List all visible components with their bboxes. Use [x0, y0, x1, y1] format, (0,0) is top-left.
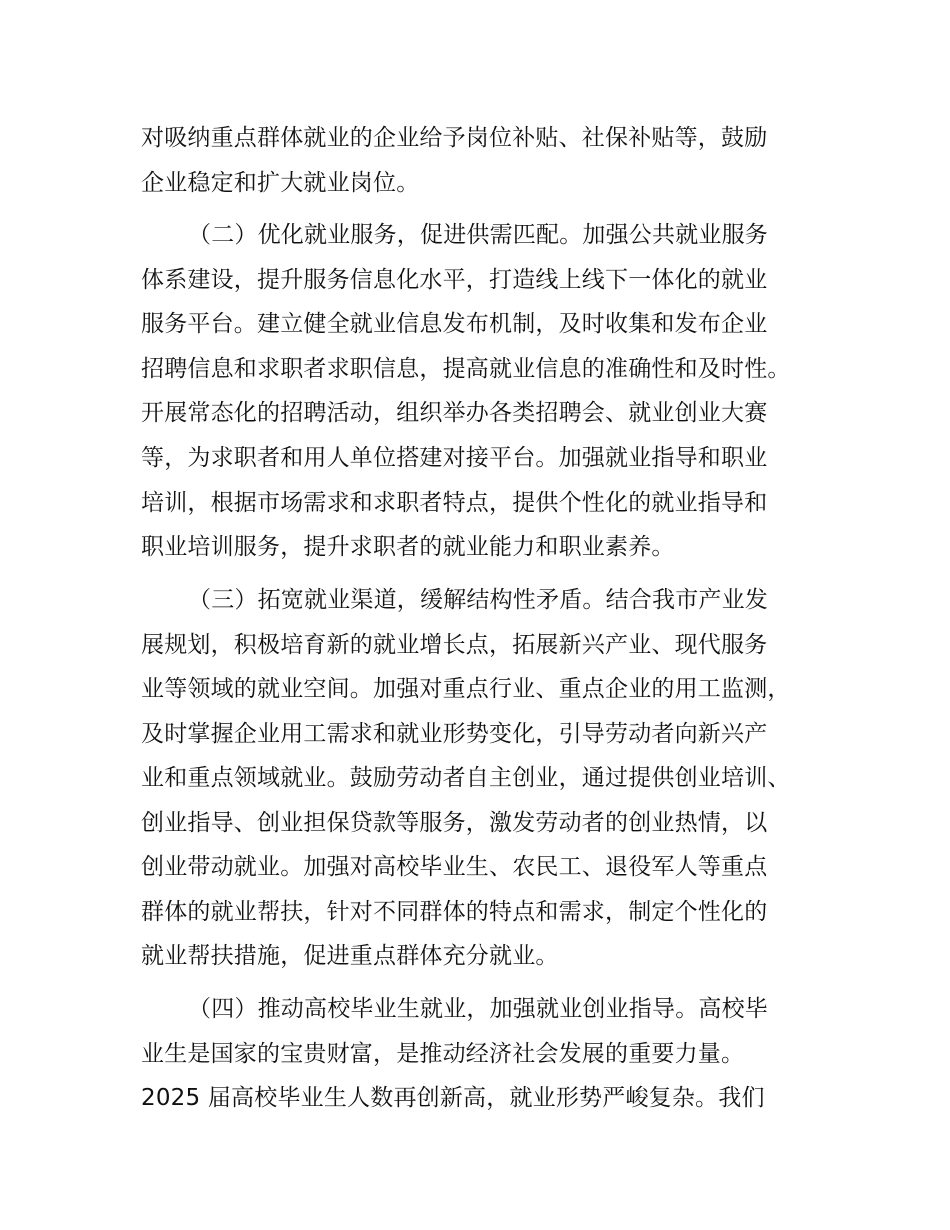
text-line: 开展常态化的招聘活动，组织举办各类招聘会、就业创业大赛	[141, 400, 768, 426]
text-line: 职业培训服务，提升求职者的就业能力和职业素养。	[141, 534, 675, 560]
text-line: 体系建设，提升服务信息化水平，打造线上线下一体化的就业	[141, 267, 768, 293]
text-line: 业生是国家的宝贵财富，是推动经济社会发展的重要力量。	[141, 1041, 745, 1067]
text-line: 业和重点领域就业。鼓励劳动者自主创业，通过提供创业培训、	[141, 765, 791, 791]
text-line: 展规划，积极培育新的就业增长点，拓展新兴产业、现代服务	[141, 632, 768, 658]
text-line: 招聘信息和求职者求职信息，提高就业信息的准确性和及时性。	[141, 356, 791, 382]
text-line: 业等领域的就业空间。加强对重点行业、重点企业的用工监测，	[141, 676, 791, 702]
text-line: 培训，根据市场需求和求职者特点，提供个性化的就业指导和	[141, 490, 768, 516]
text-line: 服务平台。建立健全就业信息发布机制，及时收集和发布企业	[141, 311, 768, 337]
text-line: 就业帮扶措施，促进重点群体充分就业。	[141, 943, 559, 969]
text-line: 企业稳定和扩大就业岗位。	[141, 170, 420, 196]
paragraph-4-start: （四）推动高校毕业生就业，加强就业创业指导。高校毕	[188, 996, 768, 1022]
text-line: 等，为求职者和用人单位搭建对接平台。加强就业指导和职业	[141, 445, 768, 471]
text-line: 对吸纳重点群体就业的企业给予岗位补贴、社保补贴等，鼓励	[141, 125, 768, 151]
text-line: 及时掌握企业用工需求和就业形势变化，引导劳动者向新兴产	[141, 721, 768, 747]
text-line: 创业指导、创业担保贷款等服务，激发劳动者的创业热情，以	[141, 810, 768, 836]
text-line: 群体的就业帮扶，针对不同群体的特点和需求，制定个性化的	[141, 899, 768, 925]
text-line: 2025 届高校毕业生人数再创新高，就业形势严峻复杂。我们	[141, 1085, 765, 1111]
paragraph-2-start: （二）优化就业服务，促进供需匹配。加强公共就业服务	[188, 222, 768, 248]
paragraph-3-start: （三）拓宽就业渠道，缓解结构性矛盾。结合我市产业发	[188, 587, 768, 613]
text-line: 创业带动就业。加强对高校毕业生、农民工、退役军人等重点	[141, 854, 768, 880]
